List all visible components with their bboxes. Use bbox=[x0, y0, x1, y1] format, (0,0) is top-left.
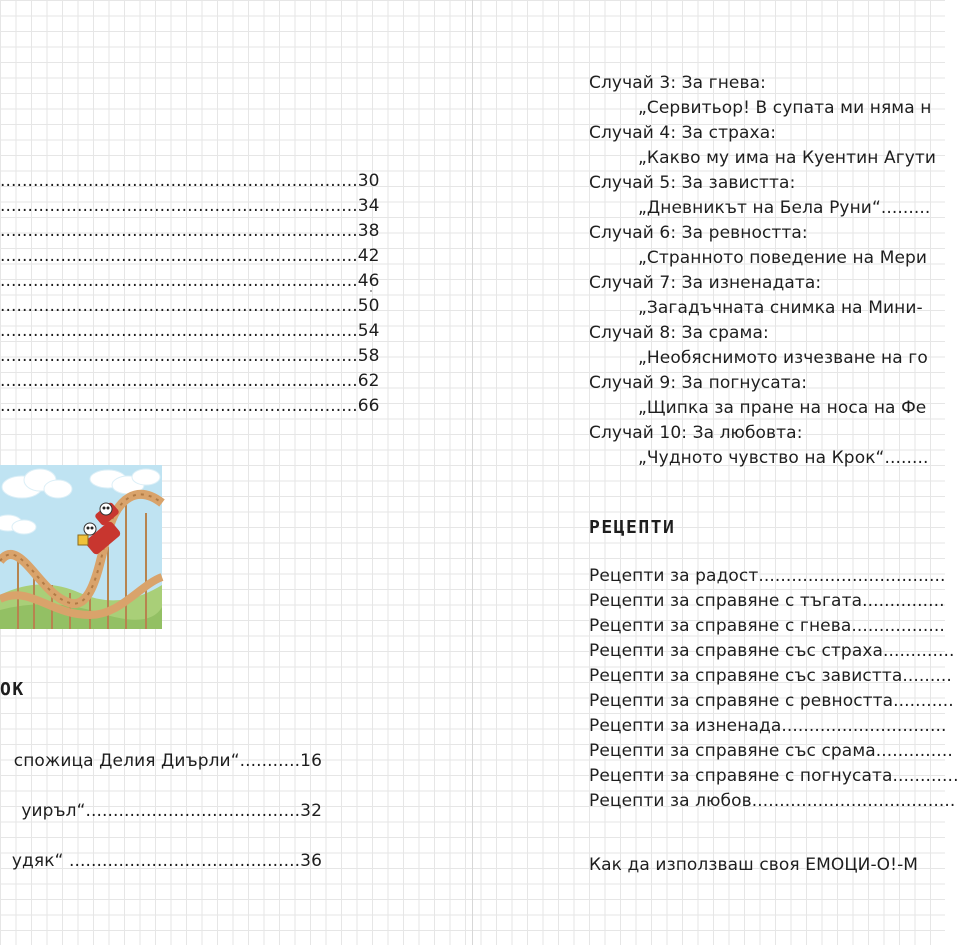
story-title: уиръл“....................................... bbox=[21, 801, 301, 821]
toc-page-number: 50 bbox=[357, 296, 380, 316]
toc-entry bbox=[0, 195, 380, 217]
story-title: спожица Делия Диърли“........... bbox=[13, 751, 301, 771]
case-story: „Необяснимото изчезване на го bbox=[638, 348, 928, 368]
case-title: Случай 7: За изненадата: bbox=[589, 273, 822, 293]
toc-leader: ................................................................. bbox=[0, 396, 358, 416]
toc-entry bbox=[0, 295, 380, 317]
toc-page-number: 34 bbox=[357, 196, 380, 216]
story-page-number: 36 bbox=[300, 851, 322, 871]
recipe-entry: Рецепти за справяне с гнева................. bbox=[589, 616, 945, 636]
case-title: Случай 4: За страха: bbox=[589, 123, 777, 143]
recipe-entry: Рецепти за справяне със срама.............. bbox=[589, 741, 953, 761]
toc-leader: ................................................................. bbox=[0, 321, 358, 341]
toc-leader: ................................................................. bbox=[0, 246, 358, 266]
case-title: Случай 9: За погнусата: bbox=[589, 373, 808, 393]
story-page-number: 16 bbox=[300, 751, 322, 771]
toc-page-number: 62 bbox=[357, 371, 380, 391]
recipes-heading: РЕЦЕПТИ bbox=[589, 517, 676, 538]
story-entry bbox=[0, 850, 322, 872]
case-title: Случай 8: За срама: bbox=[589, 323, 769, 343]
toc-leader: ................................................................. bbox=[0, 271, 358, 291]
case-story: „Какво му има на Куентин Агути bbox=[638, 148, 937, 168]
case-story: „Загадъчната снимка на Мини- bbox=[638, 298, 923, 318]
recipe-entry: Рецепти за любов..................................... bbox=[589, 791, 956, 811]
toc-leader: ................................................................. bbox=[0, 346, 358, 366]
toc-page-number: 66 bbox=[357, 396, 380, 416]
roller-coaster-illustration bbox=[0, 465, 162, 629]
toc-entry bbox=[0, 270, 380, 292]
case-story: „Щипка за пране на носа на Фе bbox=[638, 398, 927, 418]
case-story: „Странното поведение на Мери bbox=[638, 248, 928, 268]
footer-line: Как да използваш своя ЕМОЦИ-О!-М bbox=[589, 855, 919, 875]
recipe-entry: Рецепти за справяне със страха............. bbox=[589, 641, 955, 661]
toc-entry bbox=[0, 170, 380, 192]
toc-page-number: 42 bbox=[357, 246, 380, 266]
case-story: „Дневникът на Бела Руни“......... bbox=[638, 198, 931, 218]
toc-page-number: 38 bbox=[357, 221, 380, 241]
story-entry bbox=[0, 800, 322, 822]
case-title: Случай 6: За ревността: bbox=[589, 223, 808, 243]
toc-entry bbox=[0, 220, 380, 242]
case-title: Случай 3: За гнева: bbox=[589, 73, 766, 93]
recipe-entry: Рецепти за справяне със завистта......... bbox=[589, 666, 952, 686]
case-story: „Сервитьор! В супата ми няма н bbox=[638, 98, 932, 118]
story-entry bbox=[0, 750, 322, 772]
toc-entry bbox=[0, 320, 380, 342]
toc-leader: ................................................................. bbox=[0, 371, 358, 391]
toc-leader: ................................................................. bbox=[0, 296, 358, 316]
page-gutter bbox=[472, 0, 473, 945]
case-title: Случай 5: За завистта: bbox=[589, 173, 796, 193]
toc-entry bbox=[0, 345, 380, 367]
toc-page-number: 58 bbox=[357, 346, 380, 366]
case-title: Случай 10: За любовта: bbox=[589, 423, 803, 443]
toc-leader: ................................................................. bbox=[0, 196, 358, 216]
section-heading-fragment: ОК bbox=[0, 679, 25, 700]
story-page-number: 32 bbox=[300, 801, 322, 821]
toc-page-number: 54 bbox=[357, 321, 380, 341]
toc-page-number: 30 bbox=[357, 171, 380, 191]
recipe-entry: Рецепти за справяне с погнусата............ bbox=[589, 766, 959, 786]
recipe-entry: Рецепти за справяне с тъгата............... bbox=[589, 591, 945, 611]
toc-entry bbox=[0, 245, 380, 267]
toc-entry bbox=[0, 395, 380, 417]
toc-page-number: 46 bbox=[357, 271, 380, 291]
toc-entry bbox=[0, 370, 380, 392]
story-title: удяк“ .......................................... bbox=[11, 851, 301, 871]
toc-leader: ................................................................. bbox=[0, 171, 358, 191]
recipe-entry: Рецепти за радост.................................. bbox=[589, 566, 946, 586]
recipe-entry: Рецепти за справяне с ревността........... bbox=[589, 691, 954, 711]
recipe-entry: Рецепти за изненада.............................. bbox=[589, 716, 947, 736]
toc-leader: ................................................................. bbox=[0, 221, 358, 241]
case-story: „Чудното чувство на Крок“........ bbox=[638, 448, 929, 468]
